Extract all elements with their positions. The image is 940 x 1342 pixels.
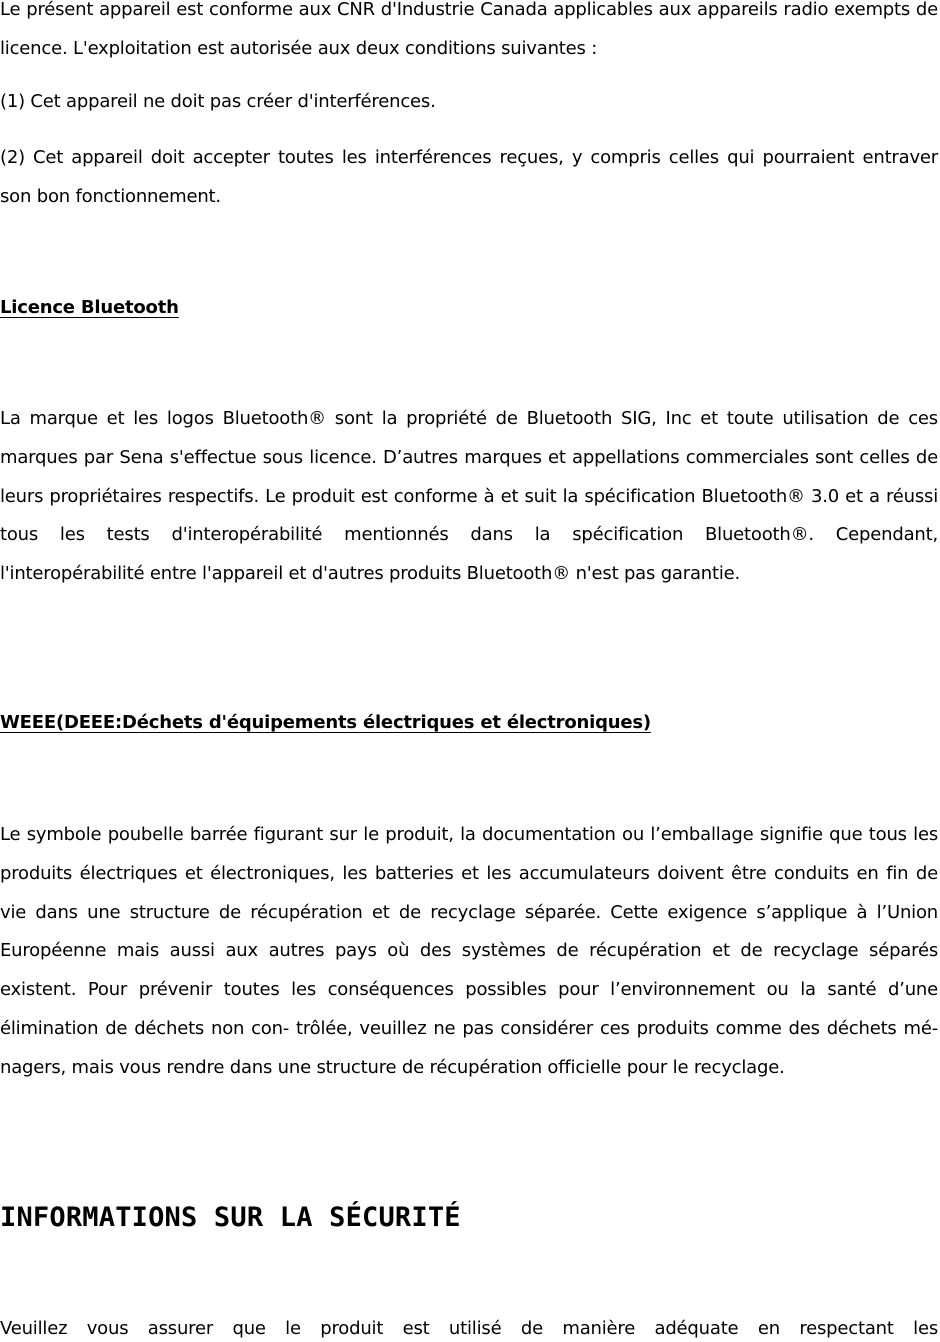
bluetooth-license-paragraph: La marque et les logos Bluetooth® sont la propriété de Bluetooth SIG, Inc et toute utilisation de ces marques par Sena s'effectue sous licence. D’autres marques et appellations commerciales sont celles de leurs propriétaires respectifs. Le produit est conforme à et suit la spécification Bluetooth® 3.0 et a réussi tous les tests d'interopérabilité mentionnés dans la spécification Bluetooth®. Cependant, l'interopérabilité entre l'appareil et d'autres produits Bluetooth® n'est pas garantie. — [0, 408, 938, 585]
safety-paragraph-start: Veuillez vous assurer que le produit est utilisé de manière adéquate en respectant les — [0, 1318, 938, 1339]
ic-compliance-paragraph: Le présent appareil est conforme aux CNR d'Industrie Canada applicables aux appareils radio exempts de licence. L'exploitation est autorisée aux deux conditions suivantes : — [0, 0, 938, 59]
condition-1-text: (1) Cet appareil ne doit pas créer d'interférences. — [0, 91, 436, 112]
weee-paragraph: Le symbole poubelle barrée figurant sur le produit, la documentation ou l’emballage signifie que tous les produits électriques et électroniques, les batteries et les accumulateurs doivent être conduits en fin de vie dans une structure de récupération et de recyclage séparée. Cette exigence s’applique à l’Union Européenne mais aussi aux autres pays où des systèmes de récupération et de recyclage séparés existent. Pour prévenir toutes les conséquences possibles pour l’environnement ou la santé d’une élimination de déchets non con- trôlée, veuillez ne pas considérer ces produits comme des déchets mé- nagers, mais vous rendre dans une structure de récupération officielle pour le recyclage. — [0, 824, 938, 1078]
weee-heading: WEEE(DEEE:Déchets d'équipements électriques et électroniques) — [0, 712, 651, 733]
bluetooth-license-heading: Licence Bluetooth — [0, 297, 179, 318]
safety-information-title: INFORMATIONS SUR LA SÉCURITÉ — [0, 1202, 461, 1233]
condition-2-text: (2) Cet appareil doit accepter toutes les interférences reçues, y compris celles qui pourraient entraver son bon fonctionnement. — [0, 147, 938, 207]
